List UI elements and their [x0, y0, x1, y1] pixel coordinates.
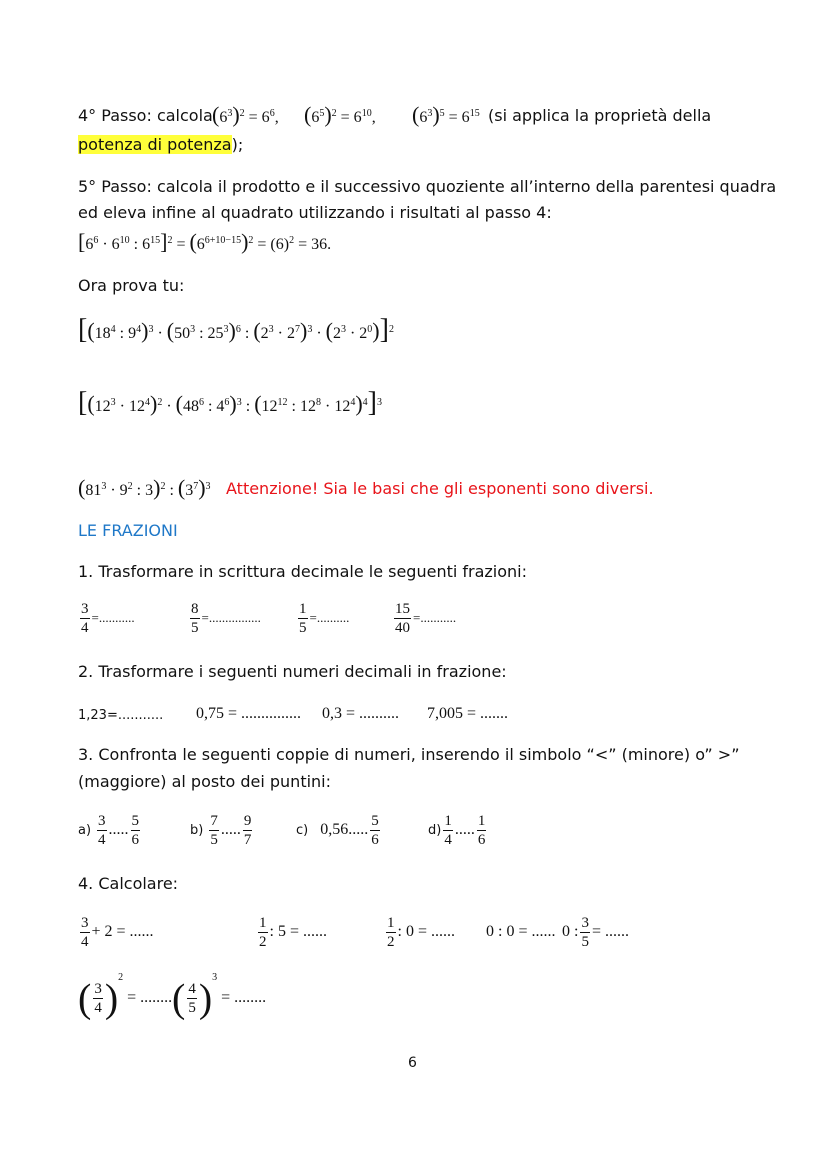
q1-item-4: $\frac{15}{40}$ =........... [395, 601, 457, 636]
q4-item-1: $\frac{3}{4}$ + 2 = ...... [81, 915, 154, 950]
q3-item-b: b) $\frac{7}{5}$ ..... $\frac{9}{7}$ [190, 813, 252, 848]
section-heading-fractions: LE FRAZIONI [78, 521, 178, 540]
q2-item-1: 1,23=........... [78, 708, 164, 723]
q1-item-2: $\frac{8}{5}$ =................ [191, 601, 261, 636]
q4-item-3: $\frac{1}{2}$ : 0 = ...... [387, 915, 455, 950]
step4-tail: (si applica la proprietà della [488, 106, 712, 125]
question-3-line2: (maggiore) al posto dei puntini: [78, 772, 332, 791]
q3-item-d: d) $\frac{1}{4}$ ..... $\frac{1}{6}$ [428, 813, 486, 848]
question-3-line1: 3. Confronta le seguenti coppie di numeri, inserendo il simbolo “<” (minore) o” >” [78, 745, 740, 764]
step4-line2: potenza di potenza); [78, 135, 244, 154]
step4-expr-2: $(6^5)^2 = 6^{10}$, [304, 102, 376, 127]
q4-item-6: ( $\frac{3}{4}$ )$^2$ = ........ [78, 972, 173, 1021]
question-2: 2. Trasformare i seguenti numeri decimali in frazione: [78, 662, 507, 681]
step5-formula: [$6^6 \cdot 6^{10}$ : $6^{15}]^2 = (6^{6+10-15})^2 = (6)^2 = 36$. [78, 229, 332, 254]
step4-expr-3: $(6^3)^5 = 6^{15}$ [412, 102, 480, 127]
step4-intro: 4° Passo: calcola [78, 106, 213, 125]
q4-item-2: $\frac{1}{2}$ : 5 = ...... [259, 915, 327, 950]
step5-line2: ed eleva infine al quadrato utilizzando i risultati al passo 4: [78, 203, 552, 222]
q4-item-7: ( $\frac{4}{5}$ )$^3$ = ........ [172, 972, 267, 1021]
exercise-2: [$(12^3 \cdot 12^4)^2 \cdot (48^6$ : $4^6)^3$ : ($12^{12}$ : $12^8 \cdot 12^4)^4]^3$ [78, 387, 382, 418]
exercise-1: [($18^4$ : $9^4)^3 \cdot (50^3$ : $25^3)^6$ : $(2^3 \cdot 2^7)^3 \cdot (2^3 \cdot 2^0)]^2$ [78, 314, 394, 345]
q3-item-c: c) 0,56..... $\frac{5}{6}$ [296, 813, 379, 848]
q2-item-4: 7,005 = ....... [427, 705, 509, 722]
highlight-potenza: potenza di potenza [78, 135, 232, 154]
q1-item-3: $\frac{1}{5}$ =.......... [299, 601, 350, 636]
step4-expr-1: $(6^3)^2 = 6^6$, [212, 102, 279, 127]
warning-text: Attenzione! Sia le basi che gli esponenti sono diversi. [226, 479, 654, 498]
step5-line1: 5° Passo: calcola il prodotto e il successivo quoziente all’interno della parentesi quadra [78, 177, 777, 196]
q4-item-5: 0 : $\frac{3}{5}$ = ...... [562, 915, 629, 950]
q2-item-2: 0,75 = ............... [196, 705, 302, 722]
page-number: 6 [408, 1055, 417, 1071]
question-4: 4. Calcolare: [78, 874, 179, 893]
q2-item-3: 0,3 = .......... [322, 705, 400, 722]
exercise-3: ($81^3 \cdot 9^2$ : 3)$^2$ : $(3^7)^3$ [78, 475, 211, 500]
q3-item-a: a) $\frac{3}{4}$ ..... $\frac{5}{6}$ [78, 813, 140, 848]
question-1: 1. Trasformare in scrittura decimale le seguenti frazioni: [78, 562, 528, 581]
q4-item-4: 0 : 0 = ...... [486, 923, 556, 940]
try-heading: Ora prova tu: [78, 276, 185, 295]
q1-item-1: $\frac{3}{4}$ =........... [81, 601, 135, 636]
